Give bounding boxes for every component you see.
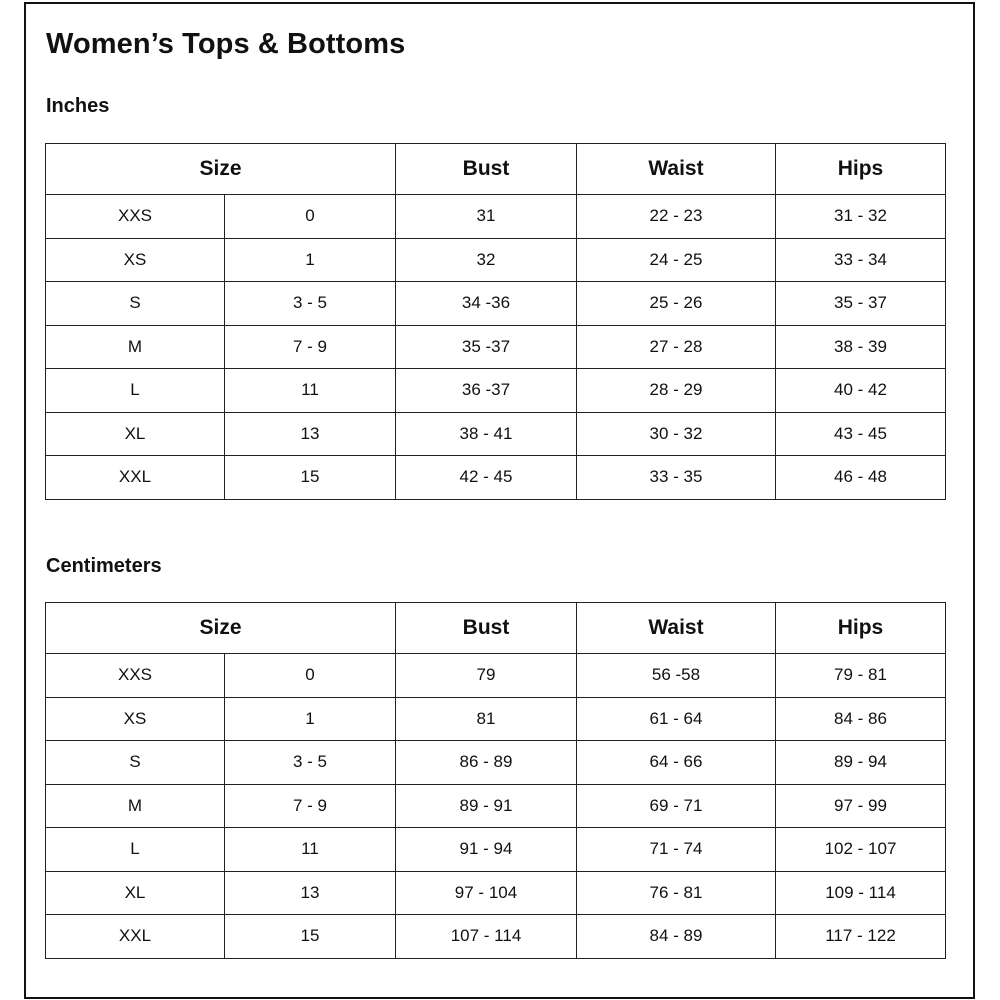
table-row <box>46 784 946 828</box>
cell-hips: 33 - 34 <box>776 238 946 282</box>
cell-size-number: 13 <box>225 871 396 915</box>
header-waist: Waist <box>577 603 776 654</box>
cell-size-number: 11 <box>225 369 396 413</box>
cell-size-letter: L <box>46 369 225 413</box>
cell-waist: 30 - 32 <box>577 412 776 456</box>
cell-hips: 79 - 81 <box>776 654 946 698</box>
cell-size-number: 3 - 5 <box>225 741 396 785</box>
table-row <box>46 654 946 698</box>
size-table-centimeters <box>45 602 946 959</box>
cell-waist: 27 - 28 <box>577 325 776 369</box>
cell-size-number: 1 <box>225 697 396 741</box>
cell-size-letter: XL <box>46 871 225 915</box>
cell-bust: 35 -37 <box>396 325 577 369</box>
cell-size-number: 0 <box>225 654 396 698</box>
cell-bust: 91 - 94 <box>396 828 577 872</box>
cell-bust: 81 <box>396 697 577 741</box>
cell-size-number: 15 <box>225 915 396 959</box>
cell-hips: 102 - 107 <box>776 828 946 872</box>
table-row <box>46 325 946 369</box>
cell-waist: 22 - 23 <box>577 195 776 239</box>
table-row <box>46 828 946 872</box>
cell-waist: 69 - 71 <box>577 784 776 828</box>
table-row <box>46 871 946 915</box>
cell-size-number: 13 <box>225 412 396 456</box>
cell-waist: 61 - 64 <box>577 697 776 741</box>
cell-size-number: 7 - 9 <box>225 784 396 828</box>
cell-bust: 34 -36 <box>396 282 577 326</box>
table-header-row <box>46 144 946 195</box>
page-title: Women’s Tops & Bottoms <box>46 28 406 60</box>
cell-hips: 31 - 32 <box>776 195 946 239</box>
cell-bust: 97 - 104 <box>396 871 577 915</box>
cell-hips: 84 - 86 <box>776 697 946 741</box>
cell-size-number: 0 <box>225 195 396 239</box>
cell-size-letter: XL <box>46 412 225 456</box>
cell-bust: 107 - 114 <box>396 915 577 959</box>
table-row <box>46 412 946 456</box>
cell-hips: 43 - 45 <box>776 412 946 456</box>
table-row <box>46 697 946 741</box>
cell-waist: 56 -58 <box>577 654 776 698</box>
cell-bust: 36 -37 <box>396 369 577 413</box>
header-waist: Waist <box>577 144 776 195</box>
cell-size-letter: M <box>46 325 225 369</box>
cell-waist: 71 - 74 <box>577 828 776 872</box>
table-row <box>46 915 946 959</box>
cell-bust: 31 <box>396 195 577 239</box>
table-row <box>46 741 946 785</box>
header-bust: Bust <box>396 144 577 195</box>
cell-hips: 97 - 99 <box>776 784 946 828</box>
header-hips: Hips <box>776 603 946 654</box>
cell-size-letter: XXL <box>46 456 225 500</box>
cell-bust: 42 - 45 <box>396 456 577 500</box>
cell-bust: 38 - 41 <box>396 412 577 456</box>
header-size: Size <box>46 603 396 654</box>
cell-size-letter: M <box>46 784 225 828</box>
cell-hips: 40 - 42 <box>776 369 946 413</box>
cell-size-letter: XXS <box>46 654 225 698</box>
cell-hips: 117 - 122 <box>776 915 946 959</box>
cell-size-number: 7 - 9 <box>225 325 396 369</box>
section-label-centimeters: Centimeters <box>46 555 162 577</box>
table-row <box>46 238 946 282</box>
table-row <box>46 456 946 500</box>
cell-size-letter: XXL <box>46 915 225 959</box>
table-row <box>46 195 946 239</box>
cell-size-letter: XS <box>46 238 225 282</box>
cell-size-letter: XS <box>46 697 225 741</box>
cell-hips: 46 - 48 <box>776 456 946 500</box>
cell-size-number: 3 - 5 <box>225 282 396 326</box>
cell-bust: 89 - 91 <box>396 784 577 828</box>
cell-hips: 35 - 37 <box>776 282 946 326</box>
cell-waist: 28 - 29 <box>577 369 776 413</box>
cell-waist: 25 - 26 <box>577 282 776 326</box>
cell-waist: 76 - 81 <box>577 871 776 915</box>
cell-size-number: 1 <box>225 238 396 282</box>
cell-bust: 86 - 89 <box>396 741 577 785</box>
size-table-inches <box>45 143 946 500</box>
cell-size-number: 15 <box>225 456 396 500</box>
cell-size-letter: XXS <box>46 195 225 239</box>
section-label-inches: Inches <box>46 95 110 117</box>
cell-hips: 109 - 114 <box>776 871 946 915</box>
header-size: Size <box>46 144 396 195</box>
table-header-row <box>46 603 946 654</box>
cell-hips: 89 - 94 <box>776 741 946 785</box>
cell-waist: 33 - 35 <box>577 456 776 500</box>
cell-waist: 64 - 66 <box>577 741 776 785</box>
table-row <box>46 369 946 413</box>
cell-bust: 32 <box>396 238 577 282</box>
cell-size-letter: S <box>46 741 225 785</box>
cell-size-number: 11 <box>225 828 396 872</box>
cell-waist: 84 - 89 <box>577 915 776 959</box>
cell-bust: 79 <box>396 654 577 698</box>
cell-hips: 38 - 39 <box>776 325 946 369</box>
table-row <box>46 282 946 326</box>
header-bust: Bust <box>396 603 577 654</box>
cell-waist: 24 - 25 <box>577 238 776 282</box>
cell-size-letter: S <box>46 282 225 326</box>
header-hips: Hips <box>776 144 946 195</box>
cell-size-letter: L <box>46 828 225 872</box>
